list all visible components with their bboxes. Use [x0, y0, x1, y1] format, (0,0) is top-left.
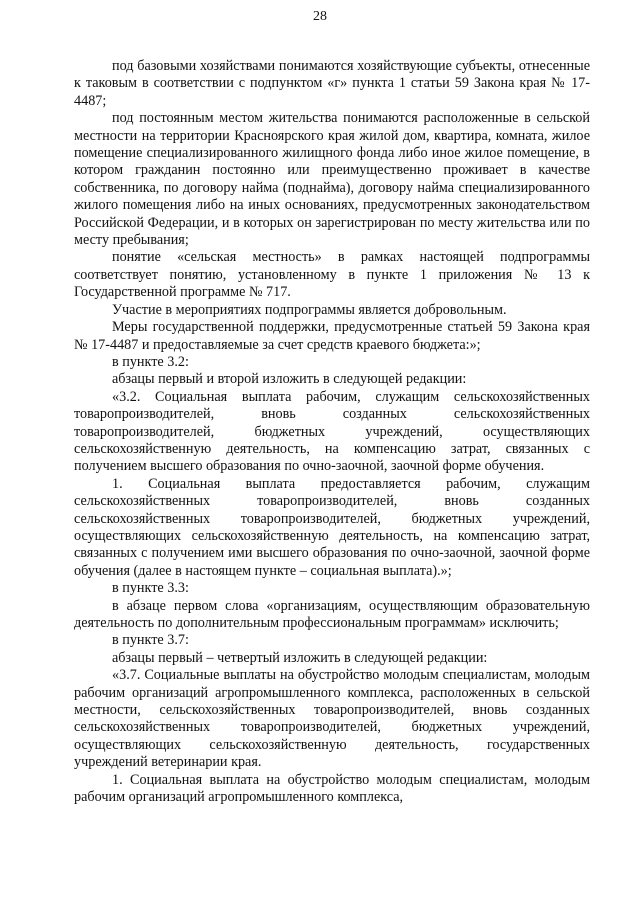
paragraph-clause-3-2-title: «3.2. Социальная выплата рабочим, служащим сельскохозяйственных товаропроизводителей, вновь созданных сельскохозяйственных товаропроизводителей, бюджетных учреждений, осуществляющих сельскохозяйственную деятельность, на компенсацию затрат, связанных с получением высшего образования по очно-заочной, заочной форме обучения.	[74, 388, 590, 475]
paragraph-clause-3-7-instruction: абзацы первый – четвертый изложить в следующей редакции:	[112, 649, 488, 666]
paragraph-base-farms-definition: под базовыми хозяйствами понимаются хозяйствующие субъекты, отнесенные к таковым в соответствии с подпунктом «г» пункта 1 статьи 59 Закона края № 17-4487;	[74, 58, 590, 109]
paragraph-clause-3-3-amendment: в абзаце первом слова «организациям, осуществляющим образовательную деятельность по дополнительным профессиональным программам» исключить;	[74, 597, 590, 631]
paragraph-voluntary-participation: Участие в мероприятиях подпрограммы является добровольным.	[112, 301, 507, 318]
paragraph-clause-3-2-item-1: 1. Социальная выплата предоставляется рабочим, служащим сельскохозяйственных товаропроизводителей, вновь созданных сельскохозяйственных товаропроизводителей, бюджетных учреждений, осуществляющих сельскохозяйственную деятельность, на компенсацию затрат, связанных с получением ими высшего образования по очно-заочной, заочной форме обучения (далее в настоящем пункте – социальная выплата).»;	[74, 475, 590, 579]
paragraph-rural-area-definition: понятие «сельская местность» в рамках настоящей подпрограммы соответствует понятию, установленному в пункте 1 приложения № 13 к Государственной программе № 717.	[74, 249, 590, 301]
paragraph-clause-3-7-title: «3.7. Социальные выплаты на обустройство молодым специалистам, молодым рабочим организаций агропромышленного комплекса, расположенных в сельской местности, сельскохозяйственных товаропроизводителей, вновь созданных сельскохозяйственных товаропроизводителей, бюджетных учреждений, осуществляющих сельскохозяйственную деятельность, государственных учреждений ветеринарии края.	[74, 667, 590, 771]
paragraph-clause-3-7-intro: в пункте 3.7:	[112, 632, 189, 649]
document-body	[74, 58, 590, 806]
paragraph-clause-3-2-instruction: абзацы первый и второй изложить в следующей редакции:	[112, 371, 467, 388]
page-number: 28	[313, 9, 327, 24]
paragraph-clause-3-2-intro: в пункте 3.2:	[112, 353, 189, 370]
paragraph-clause-3-7-item-1: 1. Социальная выплата на обустройство молодым специалистам, молодым рабочим организаций агропромышленного комплекса,	[74, 771, 590, 806]
paragraph-permanent-residence-definition: под постоянным местом жительства понимаются расположенные в сельской местности на территории Красноярского края жилой дом, квартира, комната, жилое помещение специализированного жилищного фонда либо иное жилое помещение, в котором гражданин постоянно или преимущественно проживает в качестве собственника, по договору найма (поднайма), договору найма специализированного жилого помещения либо на иных основаниях, предусмотренных законодательством Российской Федерации, и в которых он зарегистрирован по месту жительства или по месту пребывания;	[74, 110, 590, 249]
paragraph-clause-3-3-intro: в пункте 3.3:	[112, 580, 189, 597]
paragraph-state-support-measures: Меры государственной поддержки, предусмотренные статьей 59 Закона края № 17-4487 и предоставляемые за счет средств краевого бюджета:»;	[74, 319, 590, 353]
